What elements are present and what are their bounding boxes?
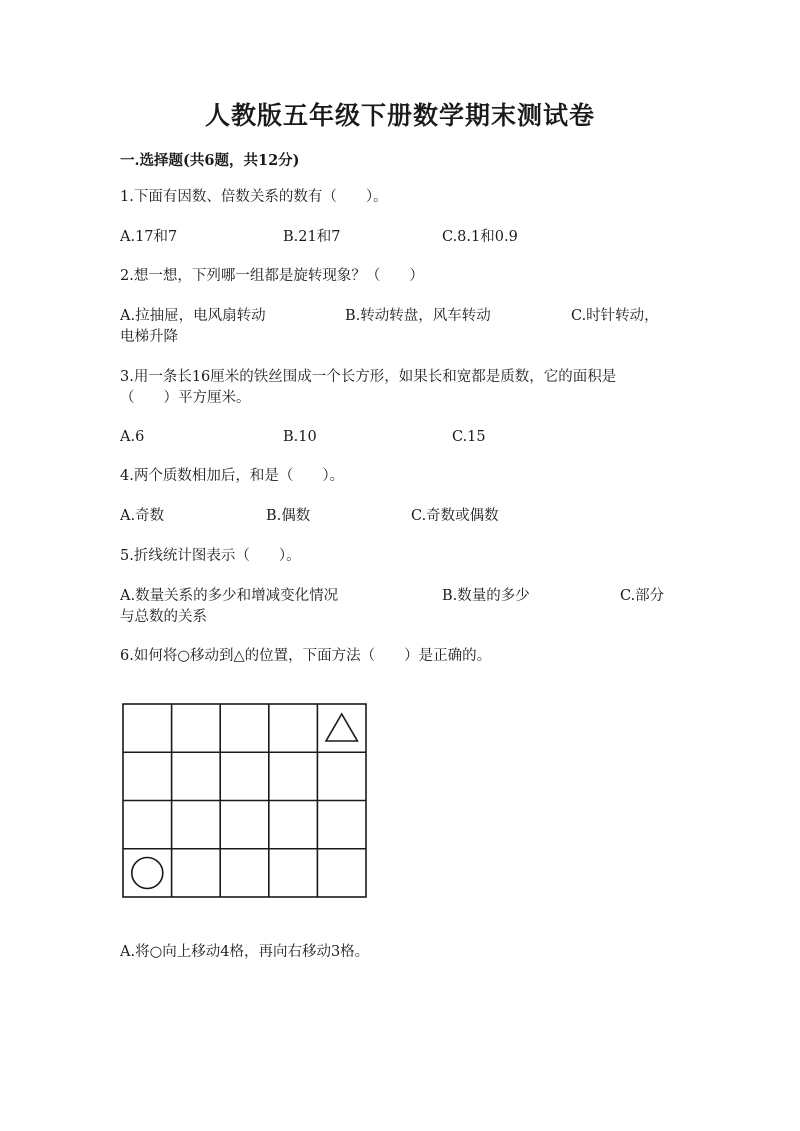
question-6-grid-figure <box>122 703 368 899</box>
question-5-option-a[interactable]: A.数量关系的多少和增减变化情况 <box>120 588 339 604</box>
question-5-stem: 5.折线统计图表示（ ）。 <box>120 548 301 564</box>
question-4-option-b[interactable]: B.偶数 <box>266 508 311 524</box>
circle-shape <box>132 858 163 889</box>
question-1-stem: 1.下面有因数、倍数关系的数有（ ）。 <box>120 189 388 205</box>
page-title: 人教版五年级下册数学期末测试卷 <box>204 101 595 130</box>
question-1-option-a[interactable]: A.17和7 <box>120 229 178 245</box>
question-2-option-c[interactable]: C.时针转动， <box>571 308 659 324</box>
question-6-stem: 6.如何将○移动到△的位置，下面方法（ ）是正确的。 <box>120 648 492 664</box>
question-2-options <box>120 306 680 348</box>
question-2-option-c-continuation: 电梯升降 <box>120 329 178 345</box>
question-5-option-b[interactable]: B.数量的多少 <box>442 588 530 604</box>
triangle-shape <box>326 714 357 741</box>
question-4-option-c[interactable]: C.奇数或偶数 <box>411 508 499 524</box>
question-3-option-b[interactable]: B.10 <box>283 429 317 445</box>
question-3-stem-line1: 3.用一条长16厘米的铁丝围成一个长方形，如果长和宽都是质数，它的面积是 <box>120 369 617 385</box>
question-2-option-a[interactable]: A.拉抽屉，电风扇转动 <box>120 308 266 324</box>
question-4-option-a[interactable]: A.奇数 <box>120 508 165 524</box>
question-3-option-a[interactable]: A.6 <box>120 429 145 445</box>
grid-lines <box>123 704 366 897</box>
question-4-stem: 4.两个质数相加后，和是（ ）。 <box>120 468 345 484</box>
question-1-option-b[interactable]: B.21和7 <box>283 229 341 245</box>
section-heading: 一.选择题(共6题，共12分) <box>120 152 300 169</box>
question-2-stem: 2.想一想，下列哪一组都是旋转现象？（ ） <box>120 268 424 284</box>
question-2-option-b[interactable]: B.转动转盘，风车转动 <box>345 308 491 324</box>
question-6-option-a[interactable]: A.将○向上移动4格，再向右移动3格。 <box>120 944 370 960</box>
question-5-option-c-continuation: 与总数的关系 <box>120 609 207 625</box>
question-5-option-c[interactable]: C.部分 <box>620 588 665 604</box>
question-3-option-c[interactable]: C.15 <box>452 429 486 445</box>
question-1-option-c[interactable]: C.8.1和0.9 <box>442 229 518 245</box>
question-3-stem-line2: （ ）平方厘米。 <box>120 390 251 406</box>
question-5-options <box>120 586 680 628</box>
